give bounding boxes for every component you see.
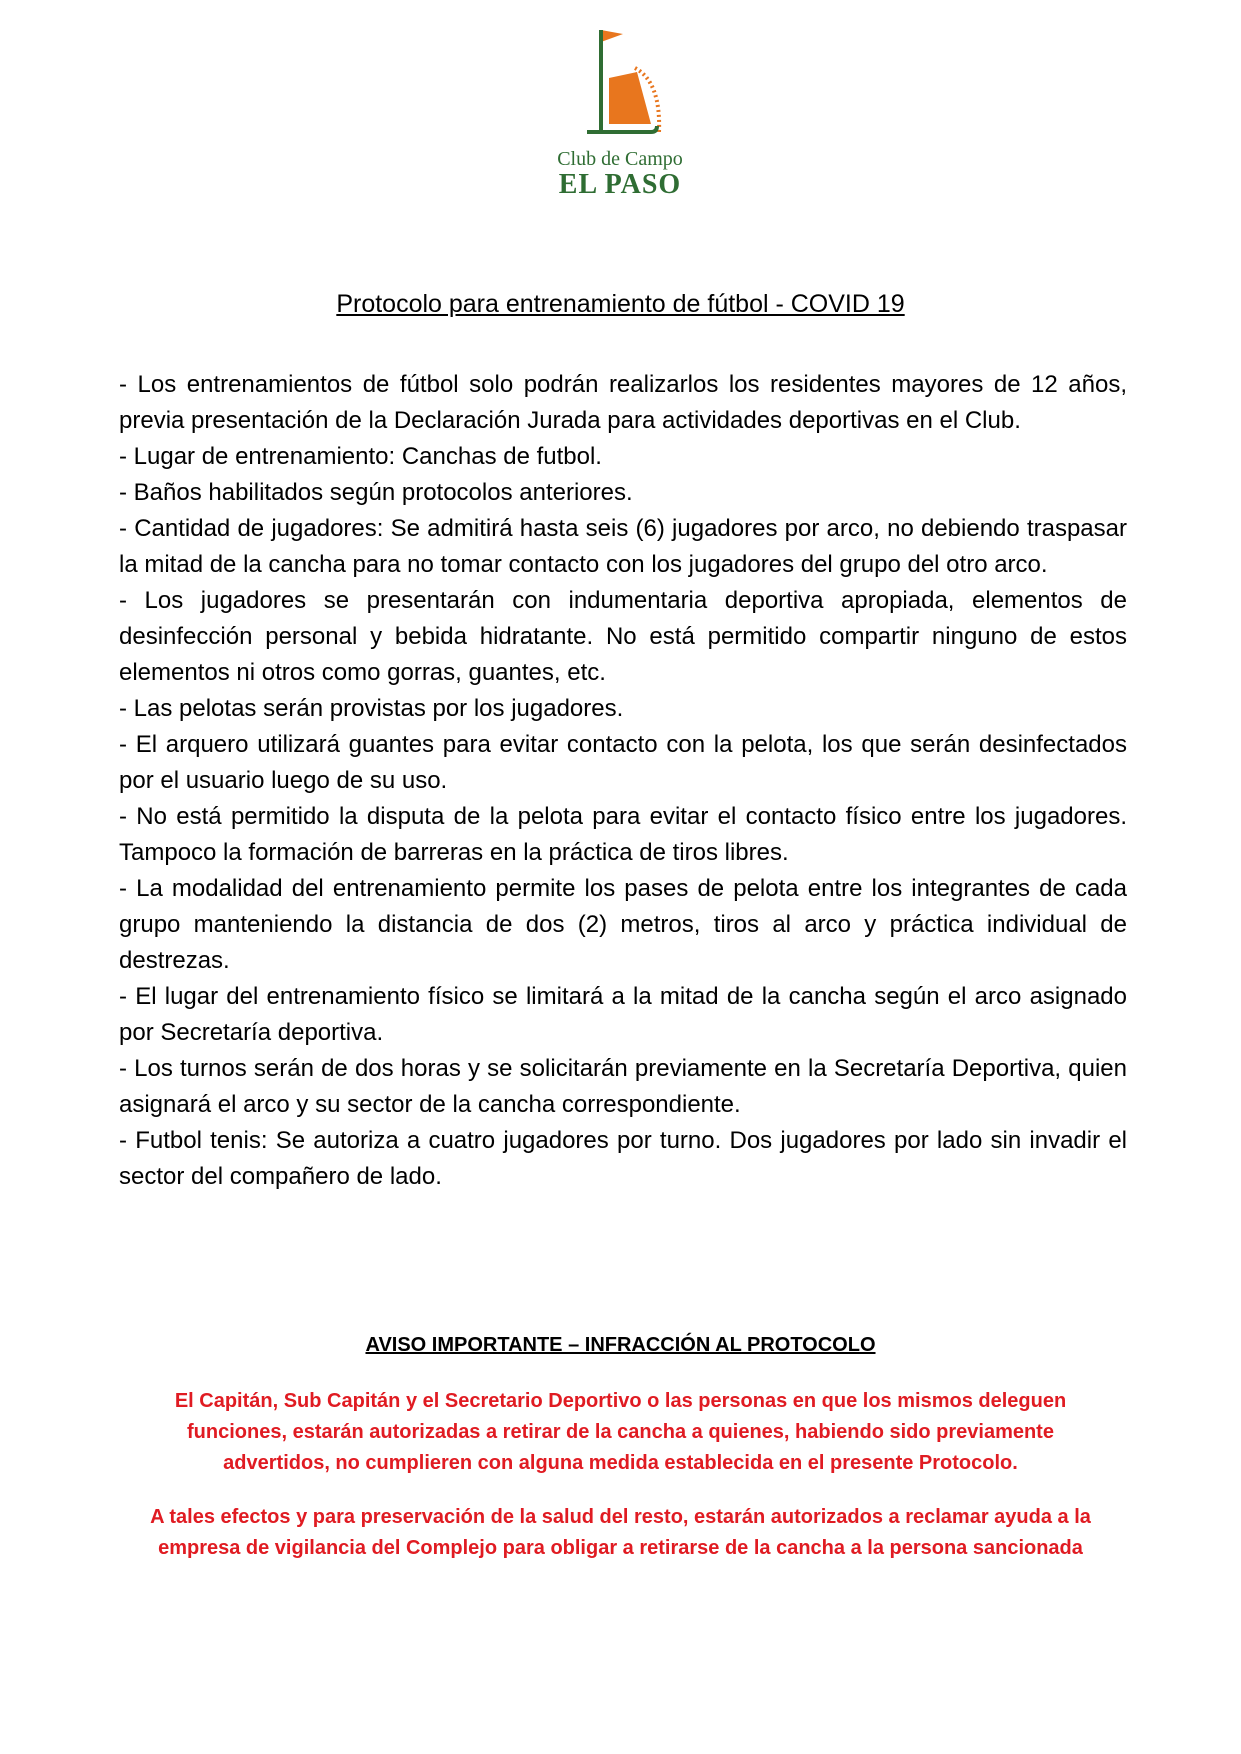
notice-heading: AVISO IMPORTANTE – INFRACCIÓN AL PROTOCOLO <box>365 1334 876 1356</box>
logo-name-text: EL PASO <box>558 169 682 200</box>
logo-club-text: Club de Campo <box>557 148 683 170</box>
rules-list <box>119 367 1127 1195</box>
warning-paragraph: El Capitán, Sub Capitán y el Secretario Deportivo o las personas en que los mismos deleguen funciones, estarán autorizadas a retirar de la cancha a quienes, habiendo sido previamente advertidos, no cumplieren con alguna medida establecida en el presente Protocolo. <box>174 1390 1067 1474</box>
rule-item: - No está permitido la disputa de la pelota para evitar el contacto físico entre los jugadores. Tampoco la formación de barreras en la práctica de tiros libres. <box>119 803 1127 866</box>
rule-item: - Las pelotas serán provistas por los jugadores. <box>119 695 624 722</box>
rule-item: - Lugar de entrenamiento: Canchas de futbol. <box>119 443 602 470</box>
club-logo <box>540 28 700 208</box>
rule-item: - Los turnos serán de dos horas y se solicitarán previamente en la Secretaría Deportiva, quien asignará el arco y su sector de la cancha correspondiente. <box>119 1055 1127 1118</box>
rule-item: - Los entrenamientos de fútbol solo podrán realizarlos los residentes mayores de 12 años, previa presentación de la Declaración Jurada para actividades deportivas en el Club. <box>119 371 1127 434</box>
rule-item: - Cantidad de jugadores: Se admitirá hasta seis (6) jugadores por arco, no debiendo traspasar la mitad de la cancha para no tomar contacto con los jugadores del grupo del otro arco. <box>119 515 1127 578</box>
page-title: Protocolo para entrenamiento de fútbol - COVID 19 <box>336 290 905 318</box>
rule-item: - El lugar del entrenamiento físico se limitará a la mitad de la cancha según el arco asignado por Secretaría deportiva. <box>119 983 1127 1046</box>
rule-item: - La modalidad del entrenamiento permite los pases de pelota entre los integrantes de cada grupo manteniendo la distancia de dos (2) metros, tiros al arco y práctica individual de destrezas. <box>119 875 1127 974</box>
rule-item: - Los jugadores se presentarán con indumentaria deportiva apropiada, elementos de desinfección personal y bebida hidratante. No está permitido compartir ninguno de estos elementos ni otros como gorras, guantes, etc. <box>119 587 1127 686</box>
rule-item: - Baños habilitados según protocolos anteriores. <box>119 479 633 506</box>
golf-flag-icon <box>565 28 675 146</box>
rule-item: - El arquero utilizará guantes para evitar contacto con la pelota, los que serán desinfectados por el usuario luego de su uso. <box>119 731 1127 794</box>
warning-paragraph: A tales efectos y para preservación de la salud del resto, estarán autorizados a reclamar ayuda a la empresa de vigilancia del Complejo para obligar a retirarse de la cancha a la persona sancionada <box>150 1506 1091 1559</box>
rule-item: - Futbol tenis: Se autoriza a cuatro jugadores por turno. Dos jugadores por lado sin invadir el sector del compañero de lado. <box>119 1127 1127 1190</box>
